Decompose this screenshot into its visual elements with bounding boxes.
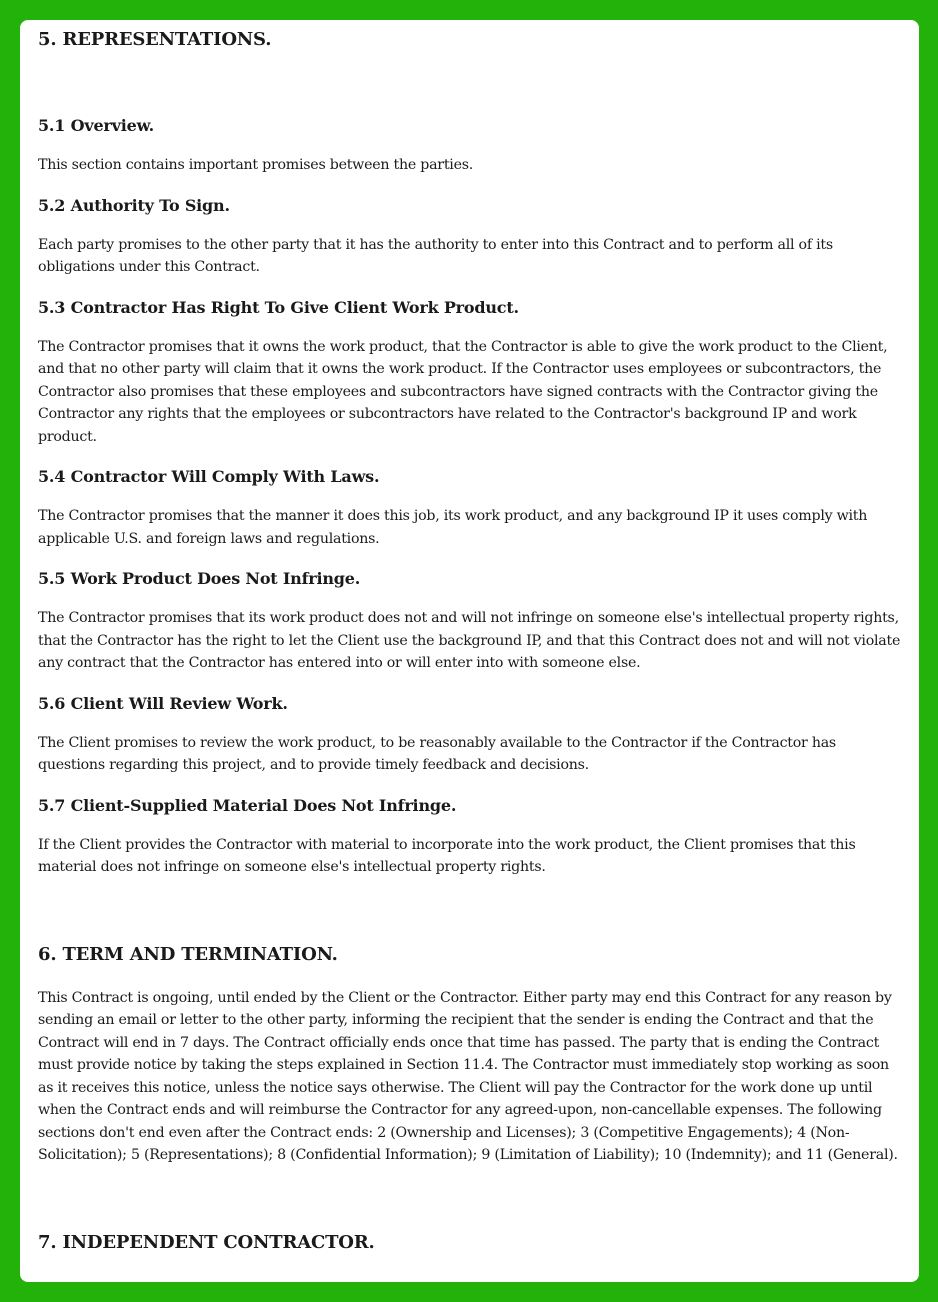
document-page [20, 20, 919, 1282]
subsection-heading-overview: 5.1 Overview. [38, 116, 154, 135]
subsection-heading-authority: 5.2 Authority To Sign. [38, 195, 230, 215]
subsection-text-client-review: The Client promises to review the work product, to be reasonably available to the Contractor if the Contractor has questions regarding this project, and to provide timely feedback and decisions. [38, 734, 836, 773]
subsection-text-client-material: If the Client provides the Contractor with material to incorporate into the work product, the Client promises that this material does not infringe on someone else's intellectual property rights. [38, 836, 856, 875]
subsection-heading-right-to-give: 5.3 Contractor Has Right To Give Client Work Product. [38, 297, 519, 317]
section-heading-independent-contractor: 7. INDEPENDENT CONTRACTOR. [38, 1231, 375, 1253]
subsection-heading-does-not-infringe: 5.5 Work Product Does Not Infringe. [38, 569, 361, 588]
subsection-text-overview: This section contains important promises between the parties. [38, 157, 474, 173]
subsection-heading-comply-with-laws: 5.4 Contractor Will Comply With Laws. [38, 467, 380, 486]
section-heading-term-termination: 6. TERM AND TERMINATION. [38, 943, 338, 965]
section-text-term-termination: This Contract is ongoing, until ended by the Client or the Contractor. Either party may end this Contract for any reason by sending an email or letter to the other party, informing the recipient that the sender is ending the Contract and that the Contract will end in 7 days. The Contract officially ends once that time has passed. The party that is ending the Contract must provide notice by taking the steps explained in Section 11.4. The Contractor must immediately stop working as soon as it receives this notice, unless the notice says otherwise. The Client will pay the Contractor for the work done up until when the Contract ends and will reimburse the Contractor for any agreed-upon, non-cancellable expenses. The following sections don't end even after the Contract ends: 2 (Ownership and Licenses); 3 (Competitive Engagements); 4 (Non-Solicitation); 5 (Representations); 8 (Confidential Information); 9 (Limitation of Liability); 10 (Indemnity); and 11 (General). [38, 989, 898, 1163]
subsection-text-right-to-give: The Contractor promises that it owns the work product, that the Contractor is able to give the work product to the Client, and that no other party will claim that it owns the work product. If the Contractor uses employees or subcontractors, the Contractor also promises that these employees and subcontractors have signed contracts with the Contractor giving the Contractor any rights that the employees or subcontractors have related to the Contractor's background IP and work product. [38, 338, 888, 445]
subsection-heading-client-review: 5.6 Client Will Review Work. [38, 693, 288, 713]
document-content [20, 20, 919, 1255]
subsection-text-authority: Each party promises to the other party that it has the authority to enter into this Contract and to perform all of its obligations under this Contract. [38, 236, 833, 275]
subsection-text-comply-with-laws: The Contractor promises that the manner it does this job, its work product, and any background IP it uses comply with applicable U.S. and foreign laws and regulations. [38, 508, 868, 547]
section-heading-representations: 5. REPRESENTATIONS. [38, 29, 272, 50]
subsection-text-does-not-infringe: The Contractor promises that its work product does not and will not infringe on someone else's intellectual property rights, that the Contractor has the right to let the Client use the background IP, and that this Contract does not and will not violate any contract that the Contractor has entered into or will enter into with someone else. [38, 610, 901, 671]
subsection-heading-client-material: 5.7 Client-Supplied Material Does Not Infringe. [38, 795, 457, 815]
